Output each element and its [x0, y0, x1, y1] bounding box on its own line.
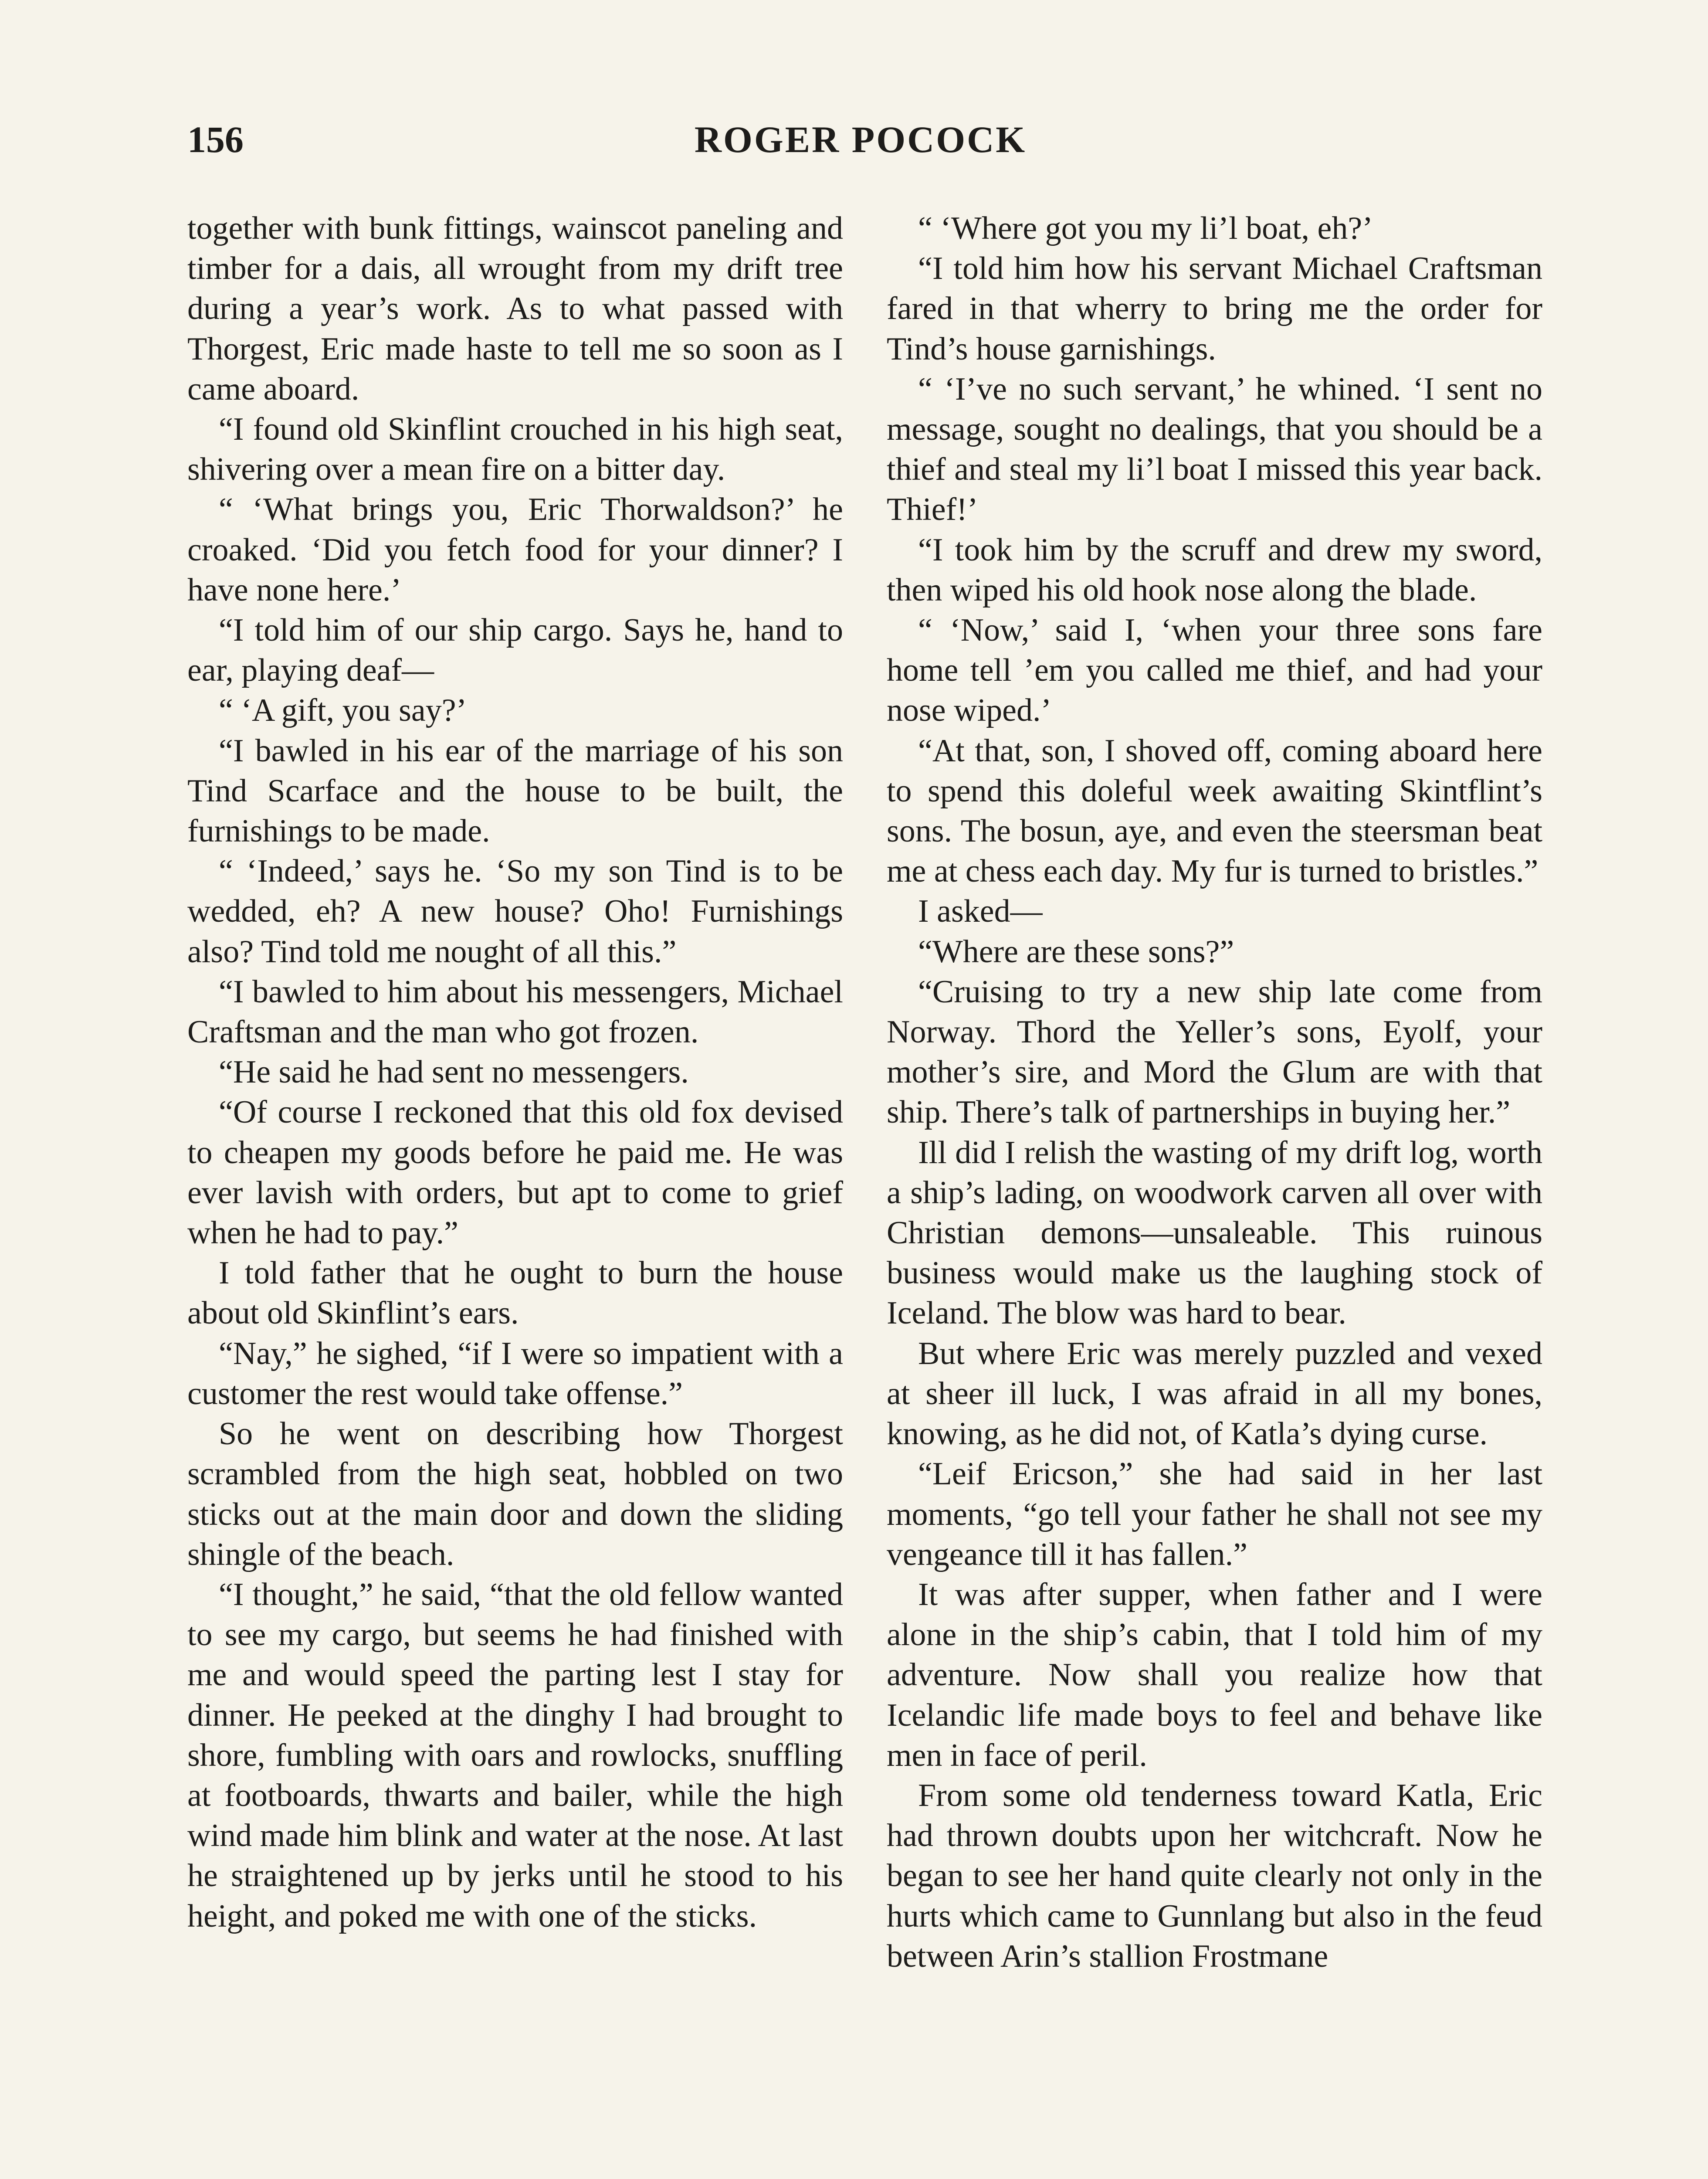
paragraph: “ ‘I’ve no such servant,’ he whined. ‘I sent no message, sought no dealings, that you should be a thief and steal my li’l boat I missed this year back. Thief!’: [887, 371, 1542, 528]
paragraph: “I thought,” he said, “that the old fellow wanted to see my cargo, but seems he had finished with me and would speed the parting lest I stay for dinner. He peeked at the dinghy I had brought to shore, fumbling with oars and rowlocks, snuffling at footboards, thwarts and bailer, while the high wind made him blink and water at the nose. At last he straightened up by jerks until he stood to his height, and poked me with one of the sticks.: [187, 1576, 843, 1934]
paragraph: “ ‘Where got you my li’l boat, eh?’: [918, 210, 1373, 246]
paragraph: I asked—: [918, 893, 1043, 930]
paragraph: “I told him how his servant Michael Craftsman fared in that wherry to bring me the order for Tind’s house garnishings.: [887, 251, 1542, 367]
paragraph: “He said he had sent no messengers.: [219, 1054, 689, 1090]
paragraph: “At that, son, I shoved off, coming aboard here to spend this doleful week awaiting Skintflint’s sons. The bosun, aye, and even the steersman beat me at chess each day. My fur is turned to bristles.”: [887, 733, 1542, 889]
paragraph: “I bawled in his ear of the marriage of his son Tind Scarface and the house to be built, the furnishings to be made.: [187, 733, 843, 849]
page-number: 156: [187, 119, 244, 160]
left-column: [187, 208, 843, 2179]
paragraph: “Where are these sons?”: [918, 933, 1234, 970]
page-header: [187, 118, 1534, 170]
paragraph: “ ‘Now,’ said I, ‘when your three sons fare home tell ’em you called me thief, and had your nose wiped.’: [887, 612, 1542, 729]
paragraph: “I took him by the scruff and drew my sword, then wiped his old hook nose along the blade.: [887, 532, 1542, 608]
paragraph: “Nay,” he sighed, “if I were so impatient with a customer the rest would take offense.”: [187, 1335, 843, 1412]
paragraph: So he went on describing how Thorgest scrambled from the high seat, hobbled on two sticks out at the main door and down the sliding shingle of the beach.: [187, 1416, 843, 1572]
paragraph: From some old tenderness toward Katla, Eric had thrown doubts upon her witchcraft. Now he began to see her hand quite clearly not only in the hurts which came to Gunnlang but also in the feud between Arin’s stallion Frostmane: [887, 1777, 1542, 1974]
text-columns: [187, 208, 1542, 2179]
running-head: ROGER POCOCK: [694, 119, 1027, 160]
paragraph: “I told him of our ship cargo. Says he, hand to ear, playing deaf—: [187, 612, 843, 689]
right-column: [887, 208, 1542, 2179]
paragraph: “Cruising to try a new ship late come from Norway. Thord the Yeller’s sons, Eyolf, your mother’s sire, and Mord the Glum are with that ship. There’s talk of partnerships in buying her.”: [887, 974, 1542, 1130]
paragraph: It was after supper, when father and I were alone in the ship’s cabin, that I told him of my adventure. Now shall you realize how that Icelandic life made boys to feel and behave like men in face of peril.: [887, 1576, 1542, 1773]
paragraph: “ ‘A gift, you say?’: [219, 692, 467, 729]
paragraph: Ill did I relish the wasting of my drift log, worth a ship’s lading, on woodwork carven all over with Christian demons—unsaleable. This ruinous business would make us the laughing stock of Iceland. The blow was hard to bear.: [887, 1134, 1542, 1331]
paragraph: I told father that he ought to burn the house about old Skinflint’s ears.: [187, 1255, 843, 1331]
paragraph: “Of course I reckoned that this old fox devised to cheapen my goods before he paid me. He was ever lavish with orders, but apt to come to grief when he had to pay.”: [187, 1094, 843, 1251]
paragraph: “I bawled to him about his messengers, Michael Craftsman and the man who got frozen.: [187, 974, 843, 1050]
paragraph: “Leif Ericson,” she had said in her last moments, “go tell your father he shall not see my vengeance till it has fallen.”: [887, 1456, 1542, 1572]
paragraph: “I found old Skinflint crouched in his high seat, shivering over a mean fire on a bitter day.: [187, 411, 843, 488]
paragraph: “ ‘Indeed,’ says he. ‘So my son Tind is to be wedded, eh? A new house? Oho! Furnishings also? Tind told me nought of all this.”: [187, 853, 843, 970]
paragraph: But where Eric was merely puzzled and vexed at sheer ill luck, I was afraid in all my bones, knowing, as he did not, of Katla’s dying curse.: [887, 1335, 1542, 1452]
paragraph: “ ‘What brings you, Eric Thorwaldson?’ he croaked. ‘Did you fetch food for your dinner? I have none here.’: [187, 492, 843, 608]
paragraph: together with bunk fittings, wainscot paneling and timber for a dais, all wrought from my drift tree during a year’s work. As to what passed with Thorgest, Eric made haste to tell me so soon as I came aboard.: [187, 210, 843, 407]
